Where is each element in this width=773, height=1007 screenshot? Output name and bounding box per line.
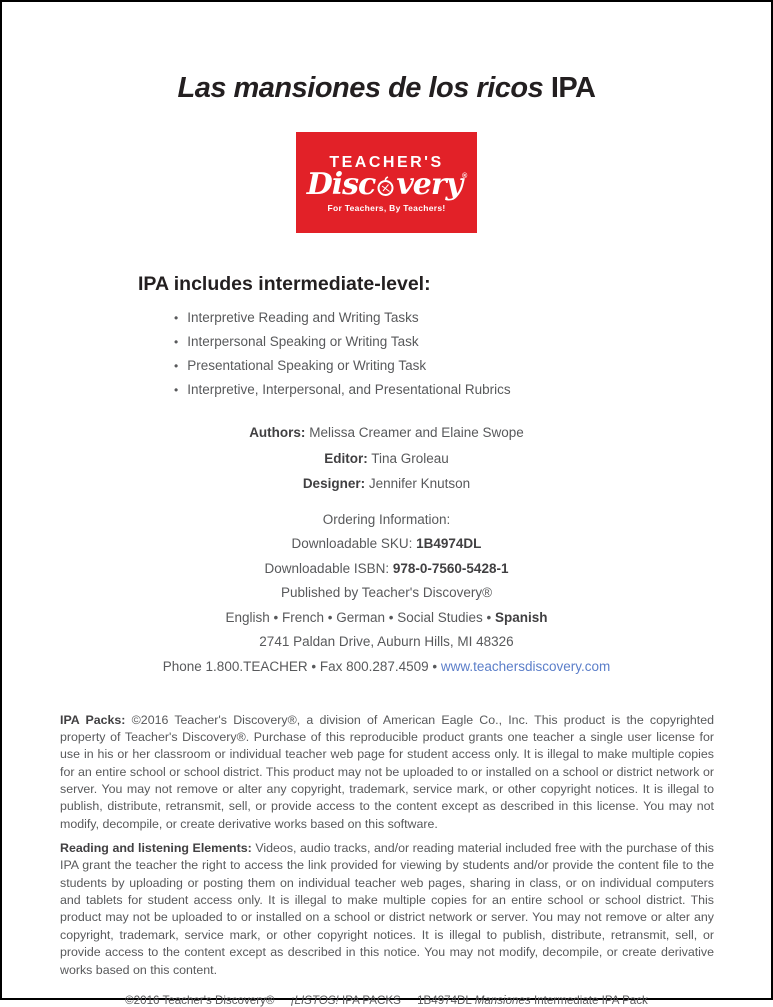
sku-value: 1B4974DL <box>416 536 482 551</box>
apple-icon <box>376 176 395 197</box>
subjects-line <box>2 610 771 626</box>
page-footer <box>2 994 771 1007</box>
logo-wordmark-top: TEACHER'S <box>329 154 444 172</box>
list-item-label: Interpretive, Interpersonal, and Presentational Rubrics <box>187 382 511 397</box>
footer-product <box>417 994 648 1007</box>
list-item <box>174 358 771 374</box>
published-line: Published by Teacher's Discovery® <box>280 585 493 600</box>
footer-copyright: ©2016 Teacher's Discovery® <box>125 993 275 1007</box>
credit-row-designer <box>2 476 771 493</box>
logo-registered-mark: ® <box>462 173 467 181</box>
credit-row-editor <box>2 451 771 468</box>
isbn-line <box>2 561 771 577</box>
legal-paragraph-reading-listening <box>60 840 714 979</box>
bullet-icon: • <box>174 335 179 349</box>
page-title-regular: IPA <box>550 72 596 104</box>
bullet-icon: • <box>174 359 179 373</box>
legal-paragraph-ipa-packs <box>60 712 714 834</box>
logo-script-left: Disc <box>306 167 376 203</box>
footer-series <box>291 994 404 1007</box>
address-line: 2741 Paldan Drive, Auburn Hills, MI 48326 <box>259 634 514 649</box>
credit-value: Melissa Creamer and Elaine Swope <box>309 425 524 440</box>
footer-product-rest: Intermediate IPA Pack <box>534 993 648 1007</box>
list-item <box>174 310 771 326</box>
phone-line <box>2 659 771 675</box>
ordering-heading: Ordering Information: <box>322 511 451 527</box>
teachers-discovery-logo <box>296 132 477 233</box>
logo-script-right: very <box>396 167 463 203</box>
credit-label: Authors: <box>249 425 306 440</box>
footer-sku: 1B4974DL <box>417 993 472 1007</box>
legal-label: Reading and listening Elements: <box>60 841 252 856</box>
legal-label: IPA Packs: <box>60 712 126 727</box>
credits-block <box>2 425 771 493</box>
legal-text: ©2016 Teacher's Discovery®, a division of American Eagle Co., Inc. This product is the copyrighted property of Teacher's Discovery®. Purchase of this reproducible product grants one teacher a single user license for use in his or her classroom or individual teacher web page for student access only. It is illegal to make multiple copies for an entire school or school district. This product may not be uploaded to or installed on a school or district network or server. You may not remove or alter any copyright, trademark, service mark, or other copyright notices. It is illegal to publish, distribute, retransmit, sell, or provide access to the content except as described in this license. You may not modify, decompile, or create derivative works based on this software. <box>60 712 714 831</box>
isbn-label: Downloadable ISBN: <box>264 560 390 576</box>
includes-heading: IPA includes intermediate-level: <box>138 273 431 295</box>
sku-label: Downloadable SKU: <box>291 536 413 551</box>
isbn-value: 978-0-7560-5428-1 <box>392 560 509 576</box>
page-title <box>2 72 771 105</box>
ordering-block <box>2 512 771 675</box>
logo-tagline: For Teachers, By Teachers! <box>327 202 446 213</box>
credit-row-authors <box>2 425 771 442</box>
footer-product-title: Mansiones <box>474 993 531 1007</box>
includes-list <box>174 310 771 398</box>
legal-text: Videos, audio tracks, and/or reading material included free with the purchase of this IPA grant the teacher the right to access the link provided for viewing by students and/or provide the content file to the students by uploading or posting them on individual teacher web pages, sharing in class, or on individual computers and tablets for student access only. It is illegal to make multiple copies for an entire school or school district. This product may not be uploaded to or installed on a school or district network or server. You may not remove or alter any copyright, trademark, service mark, or other copyright notices. It is illegal to publish, distribute, retransmit, sell, or provide access to the content except as described in this notice. You may not modify, decompile, or create derivative works based on this content. <box>60 841 714 977</box>
website-link[interactable]: www.teachersdiscovery.com <box>440 658 611 674</box>
footer-series-title: ¡LISTOS! <box>290 993 339 1007</box>
list-item-label: Interpersonal Speaking or Writing Task <box>187 334 419 349</box>
bullet-icon: • <box>174 383 179 397</box>
subjects-regular: English • French • German • Social Studies • <box>225 609 492 625</box>
credit-value: Jennifer Knutson <box>368 476 471 491</box>
bullet-icon: • <box>174 311 179 325</box>
list-item <box>174 382 771 398</box>
credit-label: Editor: <box>324 450 368 466</box>
footer-series-rest: IPA PACKS <box>341 993 401 1007</box>
phone-fax-text: Phone 1.800.TEACHER • Fax 800.287.4509 • <box>162 658 438 674</box>
logo-wordmark-script <box>307 169 467 201</box>
credit-label: Designer: <box>302 476 366 491</box>
page-title-italic: Las mansiones de los ricos <box>177 72 544 104</box>
sku-line <box>2 536 771 552</box>
legal-block <box>60 712 714 979</box>
list-item-label: Presentational Speaking or Writing Task <box>187 358 427 373</box>
credit-value: Tina Groleau <box>371 450 449 466</box>
subjects-bold: Spanish <box>495 609 548 625</box>
list-item <box>174 334 771 350</box>
list-item-label: Interpretive Reading and Writing Tasks <box>187 310 419 325</box>
